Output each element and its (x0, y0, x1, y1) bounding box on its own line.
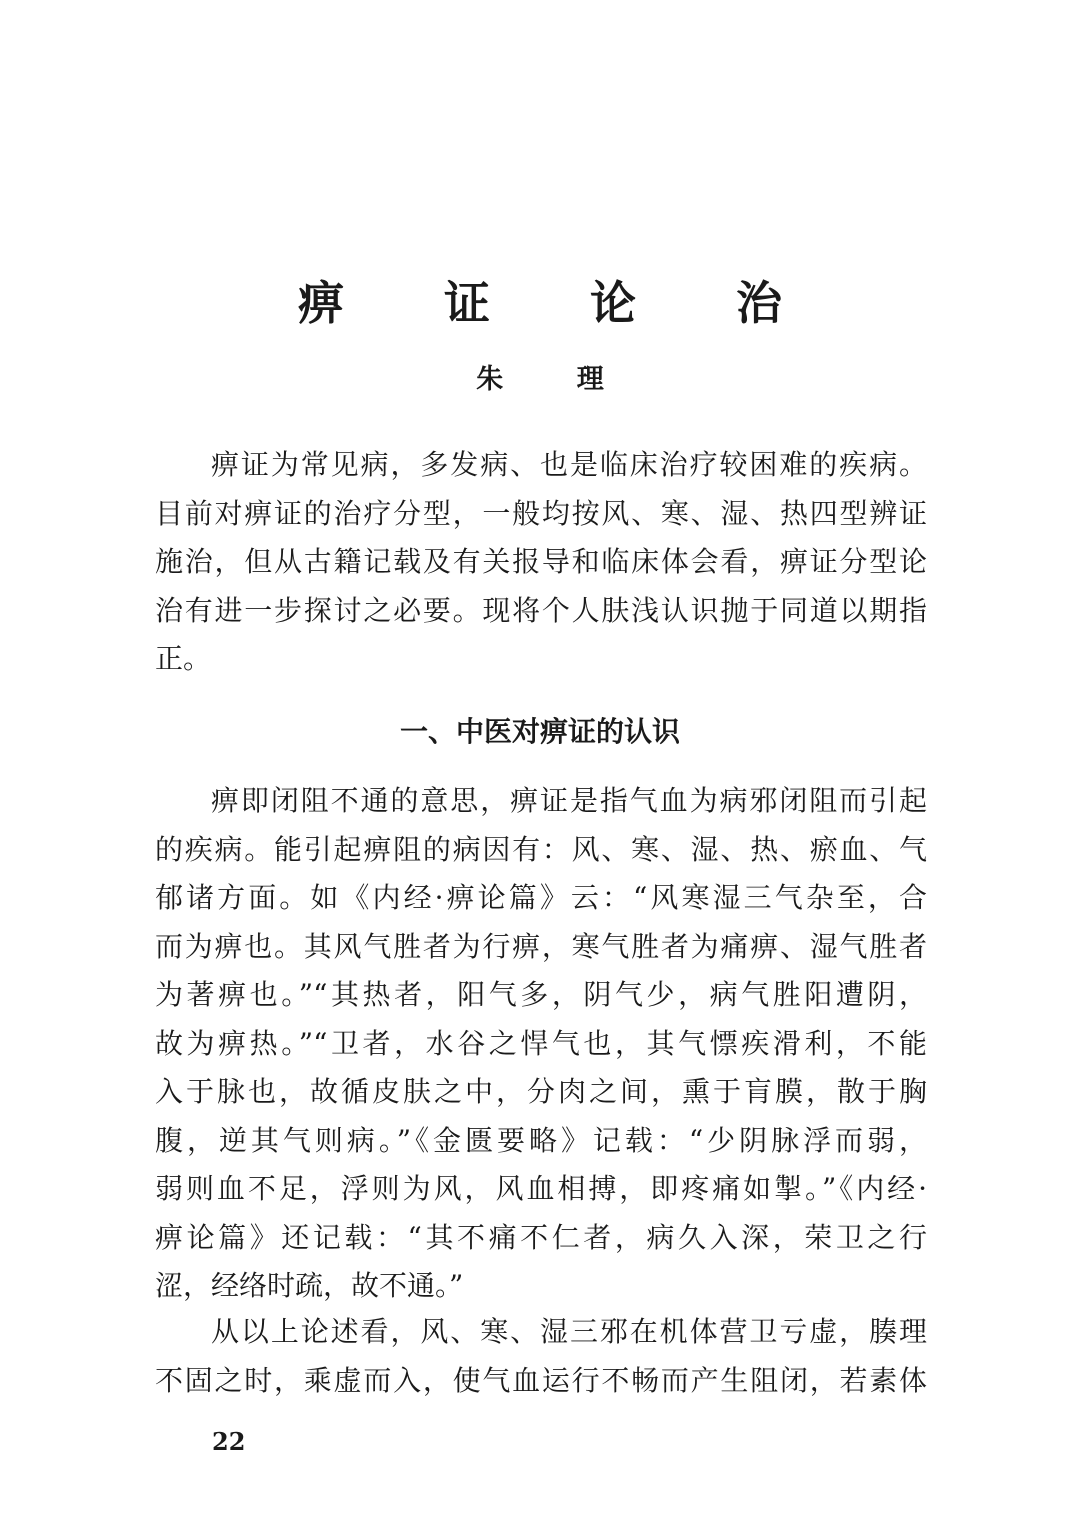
text-line: 郁诸方面。如《内经·痹论篇》云：“风寒湿三气杂至，合 (155, 881, 927, 914)
text-line: 为著痹也。”“其热者，阳气多，阴气少，病气胜阳遭阴， (155, 978, 927, 1011)
section1-paragraph-2 (155, 1308, 927, 1405)
text-line: 正。 (155, 642, 212, 675)
section-heading: 一、中医对痹证的认识 (399, 715, 680, 748)
page-number: 22 (212, 1427, 246, 1456)
text-line: 涩，经络时疏，故不通。” (155, 1269, 464, 1302)
section1-paragraph-1 (155, 777, 927, 1311)
text-line: 目前对痹证的治疗分型，一般均按风、寒、湿、热四型辨证 (155, 496, 927, 530)
text-line: 痹即闭阻不通的意思，痹证是指气血为病邪闭阻而引起 (211, 784, 927, 817)
text-line: 故为痹热。”“卫者，水谷之悍气也，其气慓疾滑利，不能 (155, 1026, 927, 1060)
text-line: 腹，逆其气则病。”《金匮要略》记载：“少阴脉浮而弱， (155, 1123, 927, 1157)
text-line: 痹论篇》还记载：“其不痛不仁者，病久入深，荣卫之行 (155, 1220, 927, 1254)
text-line: 治有进一步探讨之必要。现将个人肤浅认识抛于同道以期指 (155, 593, 927, 627)
article-title: 痹 证 论 治 (297, 276, 825, 330)
intro-paragraph (155, 441, 927, 684)
text-line: 弱则血不足，浮则为风，风血相搏，即疼痛如掣。”《内经· (155, 1172, 927, 1205)
text-line: 的疾病。能引起痹阻的病因有：风、寒、湿、热、瘀血、气 (155, 832, 927, 866)
text-line: 施治，但从古籍记载及有关报导和临床体会看，痹证分型论 (155, 545, 927, 578)
text-line: 从以上论述看，风、寒、湿三邪在机体营卫亏虚，腠理 (211, 1315, 927, 1348)
text-line: 痹证为常见病，多发病、也是临床治疗较困难的疾病。 (211, 448, 927, 481)
author-name: 朱 理 (476, 364, 636, 395)
text-line: 不固之时，乘虚而入，使气血运行不畅而产生阻闭，若素体 (155, 1363, 927, 1397)
text-line: 入于脉也，故循皮肤之中，分肉之间，熏于肓膜，散于胸 (155, 1075, 927, 1108)
text-line: 而为痹也。其风气胜者为行痹，寒气胜者为痛痹、湿气胜者 (155, 929, 927, 963)
